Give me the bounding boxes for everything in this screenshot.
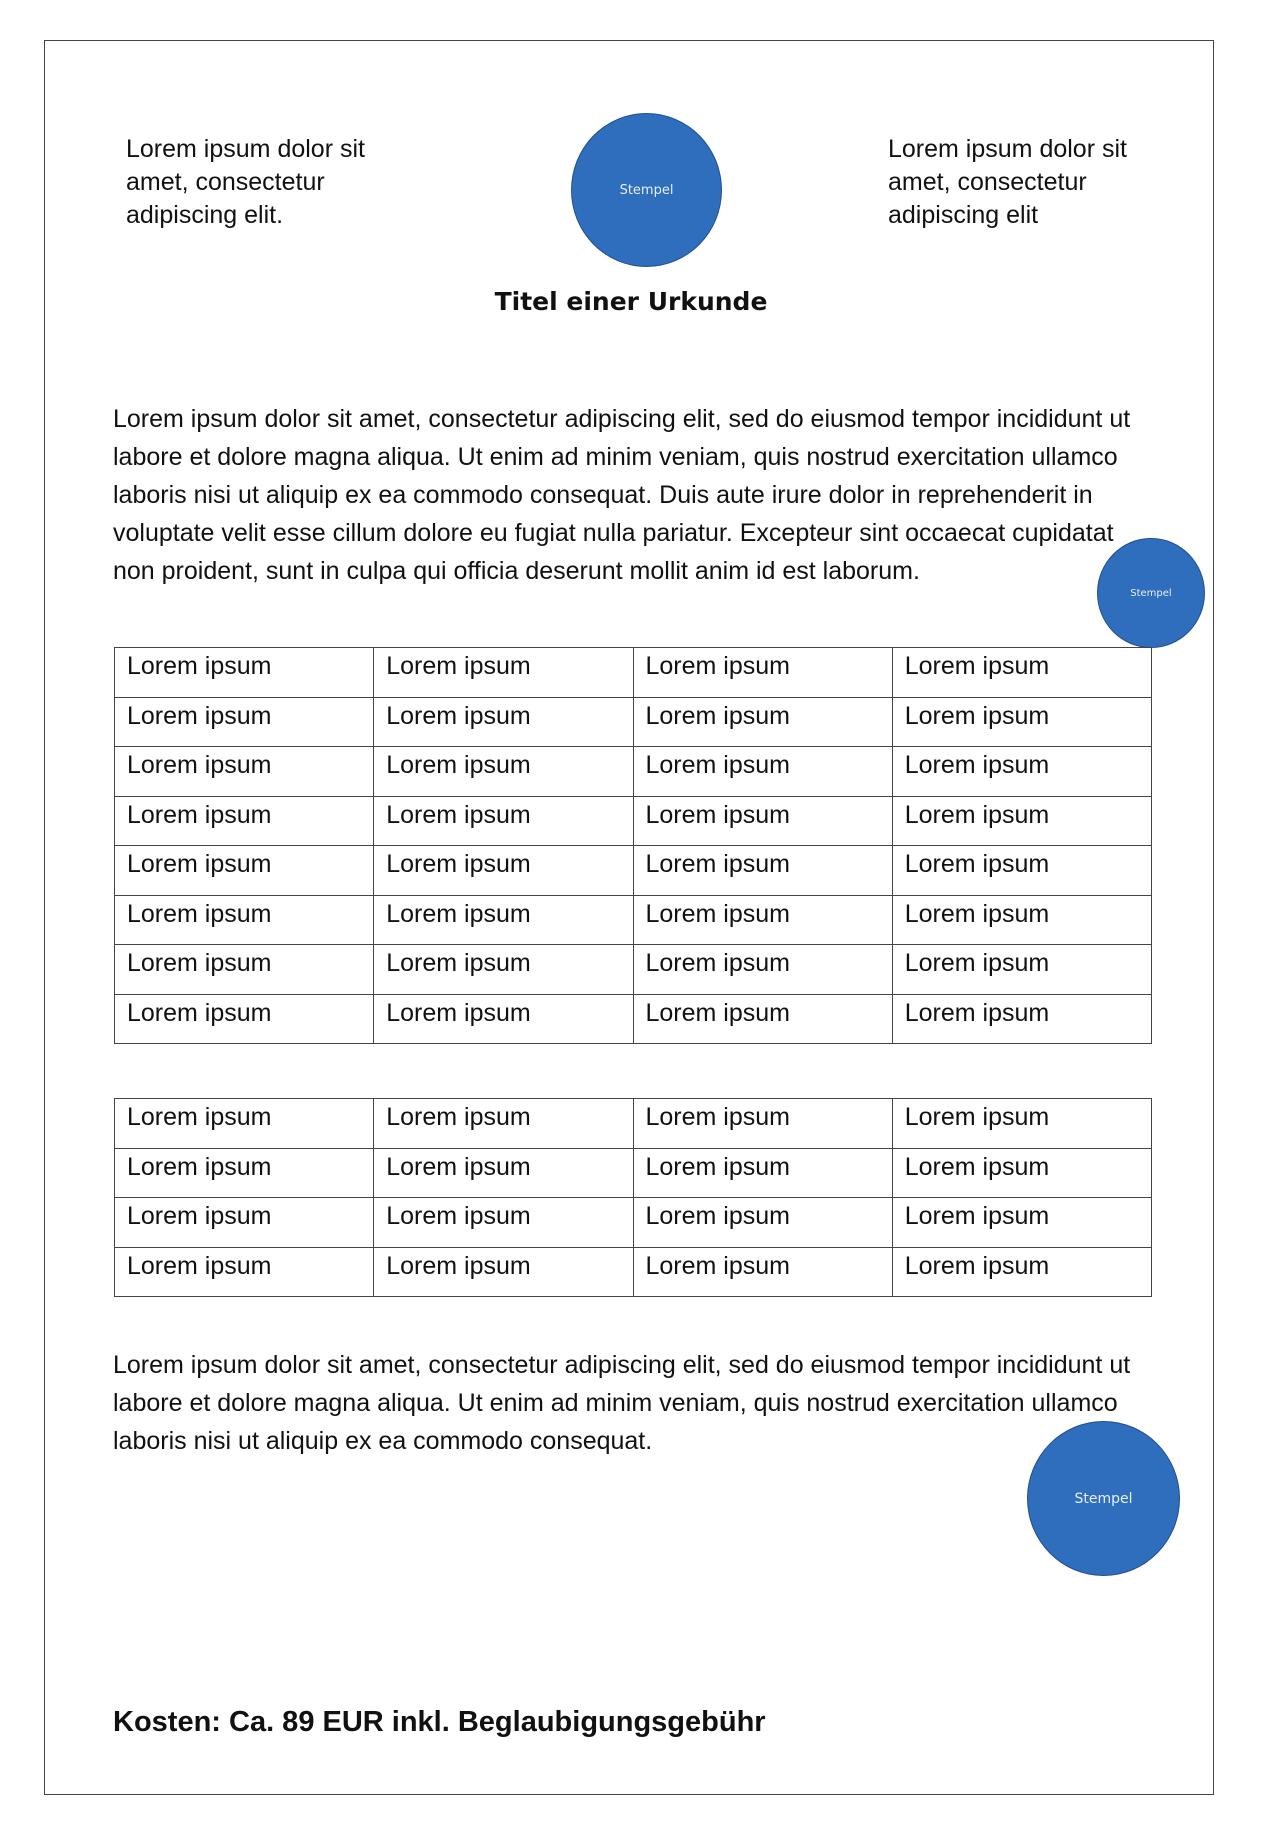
- table-cell: Lorem ipsum: [892, 1099, 1151, 1149]
- table-cell: Lorem ipsum: [633, 895, 892, 945]
- table-cell: Lorem ipsum: [374, 796, 633, 846]
- table-cell: Lorem ipsum: [892, 994, 1151, 1044]
- table-cell: Lorem ipsum: [892, 1148, 1151, 1198]
- table-cell: Lorem ipsum: [115, 1148, 374, 1198]
- table-cell: Lorem ipsum: [115, 1198, 374, 1248]
- table-cell: Lorem ipsum: [892, 846, 1151, 896]
- stamp-middle-label: Stempel: [1130, 587, 1172, 599]
- table-cell: Lorem ipsum: [115, 648, 374, 698]
- stamp-middle: [1097, 538, 1205, 648]
- table-cell: Lorem ipsum: [633, 945, 892, 995]
- table-cell: Lorem ipsum: [374, 697, 633, 747]
- table-cell: Lorem ipsum: [374, 747, 633, 797]
- table-cell: Lorem ipsum: [892, 945, 1151, 995]
- table-row: [115, 1148, 1152, 1198]
- closing-paragraph: Lorem ipsum dolor sit amet, consectetur adipiscing elit, sed do eiusmod tempor incididunt ut labore et dolore magna aliqua. Ut enim ad minim veniam, quis nostrud exercitation ullamco laboris nisi ut aliquip ex ea commodo consequat.: [113, 1351, 1131, 1455]
- table-cell: Lorem ipsum: [633, 697, 892, 747]
- table-row: [115, 895, 1152, 945]
- table-cell: Lorem ipsum: [633, 846, 892, 896]
- table-cell: Lorem ipsum: [374, 846, 633, 896]
- table-cell: Lorem ipsum: [633, 994, 892, 1044]
- table-row: [115, 1247, 1152, 1297]
- data-table-two: [114, 1098, 1152, 1297]
- table-row: [115, 994, 1152, 1044]
- header-right-text: Lorem ipsum dolor sit amet, consectetur adipiscing elit: [888, 135, 1127, 229]
- stamp-top: [571, 113, 722, 267]
- table-cell: Lorem ipsum: [633, 1148, 892, 1198]
- table-row: [115, 846, 1152, 896]
- table-cell: Lorem ipsum: [374, 1099, 633, 1149]
- header-left-text: Lorem ipsum dolor sit amet, consectetur adipiscing elit.: [126, 135, 365, 229]
- table-cell: Lorem ipsum: [374, 1247, 633, 1297]
- table-cell: Lorem ipsum: [115, 697, 374, 747]
- table-cell: Lorem ipsum: [115, 846, 374, 896]
- table-cell: Lorem ipsum: [115, 895, 374, 945]
- table-cell: Lorem ipsum: [892, 648, 1151, 698]
- table-cell: Lorem ipsum: [633, 796, 892, 846]
- table-cell: Lorem ipsum: [892, 1247, 1151, 1297]
- table-cell: Lorem ipsum: [892, 697, 1151, 747]
- table-row: [115, 648, 1152, 698]
- table-row: [115, 747, 1152, 797]
- table-row: [115, 697, 1152, 747]
- table-cell: Lorem ipsum: [374, 1148, 633, 1198]
- table-cell: Lorem ipsum: [115, 1099, 374, 1149]
- cost-note: Kosten: Ca. 89 EUR inkl. Beglaubigungsgebühr: [113, 1706, 766, 1738]
- table-cell: Lorem ipsum: [374, 945, 633, 995]
- data-table-one: [114, 647, 1152, 1044]
- table-row: [115, 1198, 1152, 1248]
- table-cell: Lorem ipsum: [115, 747, 374, 797]
- table-cell: Lorem ipsum: [892, 747, 1151, 797]
- table-cell: Lorem ipsum: [892, 895, 1151, 945]
- table-cell: Lorem ipsum: [633, 1099, 892, 1149]
- intro-paragraph: Lorem ipsum dolor sit amet, consectetur adipiscing elit, sed do eiusmod tempor incididunt ut labore et dolore magna aliqua. Ut enim ad minim veniam, quis nostrud exercitation ullamco laboris nisi ut aliquip ex ea commodo consequat. Duis aute irure dolor in reprehenderit in voluptate velit esse cillum dolore eu fugiat nulla pariatur. Excepteur sint occaecat cupidatat non proident, sunt in culpa qui officia deserunt mollit anim id est laborum.: [113, 405, 1131, 585]
- table-cell: Lorem ipsum: [374, 1198, 633, 1248]
- table-row: [115, 945, 1152, 995]
- table-cell: Lorem ipsum: [115, 994, 374, 1044]
- table-cell: Lorem ipsum: [374, 895, 633, 945]
- stamp-bottom: [1027, 1421, 1180, 1576]
- table-cell: Lorem ipsum: [115, 1247, 374, 1297]
- table-cell: Lorem ipsum: [633, 1198, 892, 1248]
- table-cell: Lorem ipsum: [633, 648, 892, 698]
- table-cell: Lorem ipsum: [892, 1198, 1151, 1248]
- table-cell: Lorem ipsum: [115, 796, 374, 846]
- stamp-bottom-label: Stempel: [1074, 1490, 1133, 1507]
- table-cell: Lorem ipsum: [633, 1247, 892, 1297]
- table-cell: Lorem ipsum: [633, 747, 892, 797]
- table-row: [115, 1099, 1152, 1149]
- table-row: [115, 796, 1152, 846]
- table-cell: Lorem ipsum: [892, 796, 1151, 846]
- table-cell: Lorem ipsum: [374, 648, 633, 698]
- document-title: Titel einer Urkunde: [494, 287, 768, 316]
- table-cell: Lorem ipsum: [374, 994, 633, 1044]
- table-cell: Lorem ipsum: [115, 945, 374, 995]
- stamp-top-label: Stempel: [619, 182, 674, 198]
